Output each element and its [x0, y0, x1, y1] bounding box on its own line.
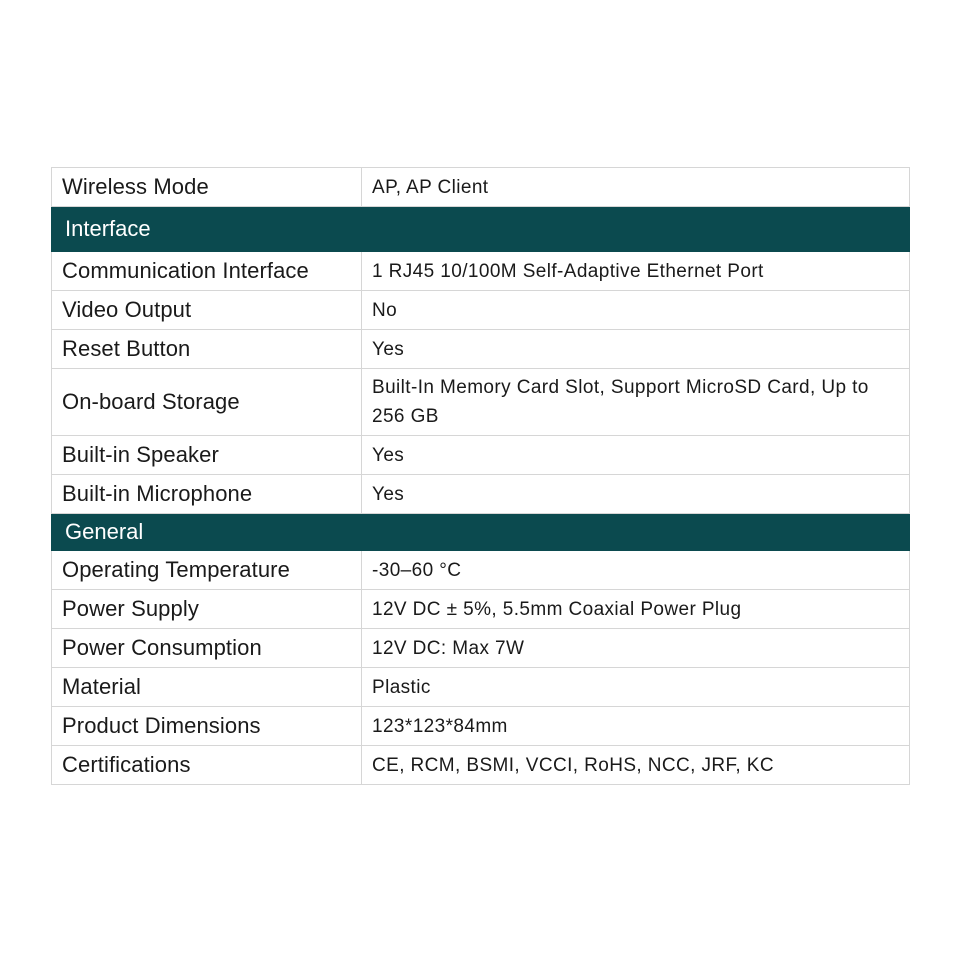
- spec-value: Plastic: [362, 668, 910, 707]
- spec-label: Operating Temperature: [52, 551, 362, 590]
- spec-table: [51, 167, 910, 785]
- spec-row-communication-interface: [52, 252, 910, 291]
- spec-label: Video Output: [52, 291, 362, 330]
- spec-row-builtin-microphone: [52, 475, 910, 514]
- section-header-general: [52, 514, 910, 551]
- spec-label: Built-in Microphone: [52, 475, 362, 514]
- spec-label: Power Supply: [52, 590, 362, 629]
- spec-value: 12V DC: Max 7W: [362, 629, 910, 668]
- spec-row-certifications: [52, 746, 910, 785]
- spec-label: Power Consumption: [52, 629, 362, 668]
- spec-row-video-output: [52, 291, 910, 330]
- spec-row-power-consumption: [52, 629, 910, 668]
- spec-row-builtin-speaker: [52, 436, 910, 475]
- spec-value: CE, RCM, BSMI, VCCI, RoHS, NCC, JRF, KC: [362, 746, 910, 785]
- spec-value: Built-In Memory Card Slot, Support MicroSD Card, Up to 256 GB: [362, 369, 910, 436]
- spec-value: No: [362, 291, 910, 330]
- spec-value: Yes: [362, 330, 910, 369]
- spec-label: Material: [52, 668, 362, 707]
- spec-row-operating-temperature: [52, 551, 910, 590]
- spec-value: 123*123*84mm: [362, 707, 910, 746]
- spec-label: On-board Storage: [52, 369, 362, 436]
- spec-row-product-dimensions: [52, 707, 910, 746]
- spec-row-reset-button: [52, 330, 910, 369]
- section-title: General: [52, 514, 910, 551]
- spec-value: Yes: [362, 475, 910, 514]
- spec-label: Reset Button: [52, 330, 362, 369]
- spec-label: Certifications: [52, 746, 362, 785]
- spec-row-material: [52, 668, 910, 707]
- spec-label: Wireless Mode: [52, 168, 362, 207]
- spec-row-onboard-storage: [52, 369, 910, 436]
- spec-value: 12V DC ± 5%, 5.5mm Coaxial Power Plug: [362, 590, 910, 629]
- spec-label: Product Dimensions: [52, 707, 362, 746]
- spec-label: Communication Interface: [52, 252, 362, 291]
- spec-label: Built-in Speaker: [52, 436, 362, 475]
- spec-row-wireless-mode: [52, 168, 910, 207]
- spec-value: AP, AP Client: [362, 168, 910, 207]
- spec-value: 1 RJ45 10/100M Self-Adaptive Ethernet Port: [362, 252, 910, 291]
- spec-value: Yes: [362, 436, 910, 475]
- spec-row-power-supply: [52, 590, 910, 629]
- spec-value: -30–60 °C: [362, 551, 910, 590]
- section-title: Interface: [52, 207, 910, 252]
- section-header-interface: [52, 207, 910, 252]
